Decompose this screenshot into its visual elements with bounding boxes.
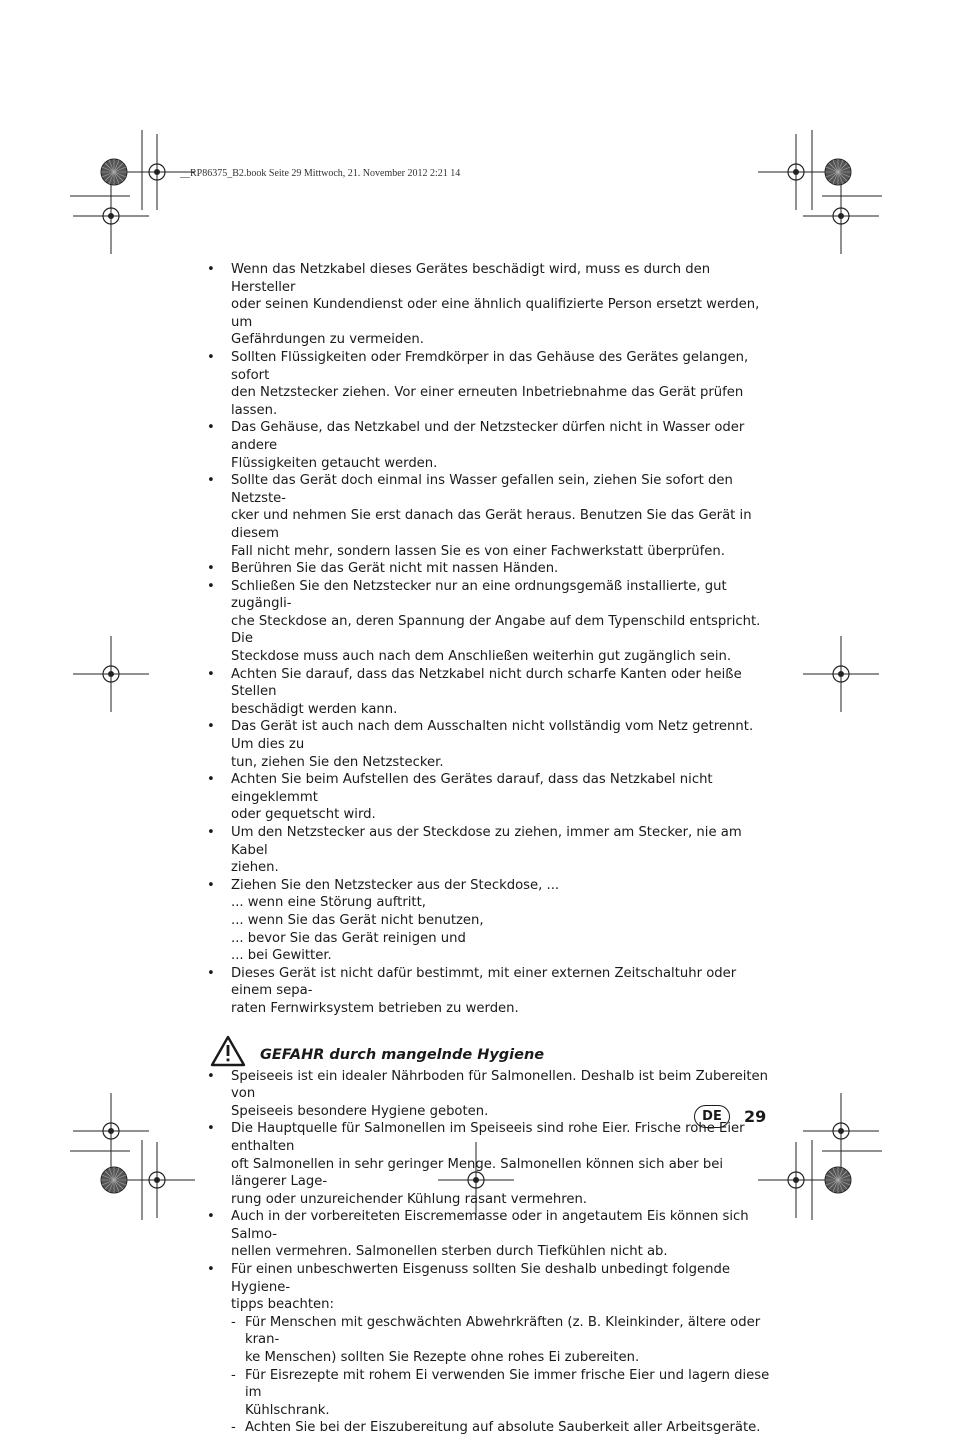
list-item-line: • Sollte das Gerät doch einmal ins Wasser gefallen sein, ziehen Sie sofort den Netzste-	[231, 473, 733, 506]
color-rosette	[101, 159, 127, 185]
list-item-line: • Schließen Sie den Netzstecker nur an eine ordnungsgemäß installierte, gut zugängli-	[231, 578, 727, 612]
list-item-line: cker und nehmen Sie erst danach das Gerät heraus. Benutzen Sie das Gerät in diesem	[231, 508, 752, 541]
list-item-line: • Achten Sie darauf, dass das Netzkabel nicht durch scharfe Kanten oder heiße Stellen	[231, 666, 742, 700]
main-content	[205, 261, 771, 1437]
list-item-line: nellen vermehren. Salmonellen sterben durch Tiefkühlen nicht ab.	[231, 1244, 668, 1260]
registration-mark	[803, 636, 879, 712]
list-item-line: ziehen.	[231, 860, 279, 876]
hygiene-section-title: GEFAHR durch mangelnde Hygiene	[260, 1046, 545, 1063]
list-item	[205, 419, 771, 472]
list-item-line: • Für einen unbeschwerten Eisgenuss sollten Sie deshalb unbedingt folgende Hygiene-	[231, 1262, 730, 1295]
list-item-line: • Um den Netzstecker aus der Steckdose zu ziehen, immer am Stecker, nie am Kabel	[231, 825, 742, 858]
list-item	[205, 1068, 771, 1121]
list-item	[205, 472, 771, 560]
list-item-line: • Das Gehäuse, das Netzkabel und der Netzstecker dürfen nicht in Wasser oder andere	[231, 420, 745, 453]
color-rosette	[825, 1167, 851, 1193]
registration-mark	[803, 178, 879, 254]
registration-mark	[803, 1093, 879, 1169]
list-item-line: • Speiseeis ist ein idealer Nährboden für Salmonellen. Deshalb ist beim Zubereiten von	[231, 1068, 769, 1102]
registration-mark	[119, 1142, 195, 1218]
tip-item	[231, 1367, 771, 1420]
list-item-line: oder seinen Kundendienst oder eine ähnlich qualifizierte Person ersetzt werden, um	[231, 297, 760, 330]
list-item-line: Speiseeis besondere Hygiene geboten.	[231, 1103, 489, 1119]
list-item-line: ... wenn eine Störung auftritt,	[231, 895, 426, 911]
list-item-line: che Steckdose an, deren Spannung der Angabe auf dem Typenschild entspricht. Die	[231, 613, 761, 647]
list-item-line: ... bei Gewitter.	[231, 948, 332, 964]
list-item-line: • Dieses Gerät ist nicht dafür bestimmt, mit einer externen Zeitschaltuhr oder einem sepa-	[231, 965, 737, 999]
list-item-line: • Berühren Sie das Gerät nicht mit nassen Händen.	[231, 561, 559, 577]
list-item	[205, 1208, 771, 1261]
list-item	[205, 877, 771, 965]
page-footer	[694, 1103, 766, 1129]
page-number: 29	[744, 1106, 767, 1126]
list-item-line: oder gequetscht wird.	[231, 807, 376, 823]
tip-item	[231, 1314, 771, 1367]
list-item-line: ... bevor Sie das Gerät reinigen und	[231, 930, 466, 946]
tip-item-line: Kühlschrank.	[245, 1402, 330, 1418]
color-rosette	[825, 159, 851, 185]
list-item-line: Flüssigkeiten getaucht werden.	[231, 455, 438, 471]
list-item-line: • Wenn das Netzkabel dieses Gerätes beschädigt wird, muss es durch den Hersteller	[231, 262, 711, 295]
list-item-line: rung oder unzureichender Kühlung rasant vermehren.	[231, 1191, 587, 1207]
warning-triangle-icon	[210, 1035, 246, 1067]
list-item	[205, 718, 771, 771]
list-item-line: den Netzstecker ziehen. Vor einer erneuten Inbetriebnahme das Gerät prüfen lassen.	[231, 385, 744, 418]
list-item-line: ... wenn Sie das Gerät nicht benutzen,	[231, 912, 484, 928]
list-item	[205, 560, 771, 578]
color-rosette	[101, 1167, 127, 1193]
tip-item-line: - Für Menschen mit geschwächten Abwehrkräften (z. B. Kleinkinder, ältere oder kran-	[245, 1314, 761, 1348]
list-item-line: Fall nicht mehr, sondern lassen Sie es von einer Fachwerkstatt überprüfen.	[231, 543, 725, 559]
hygiene-tips-list	[231, 1314, 771, 1437]
list-item	[205, 666, 771, 719]
list-item	[205, 1261, 771, 1437]
safety-instructions-list	[205, 261, 771, 1018]
tip-item-line: - Achten Sie bei der Eiszubereitung auf absolute Sauberkeit aller Arbeitsgeräte.	[245, 1420, 761, 1436]
list-item	[205, 349, 771, 419]
list-item-line: oft Salmonellen in sehr geringer Menge. Salmonellen können sich aber bei längerer Lage-	[231, 1156, 724, 1190]
print-file-info: __RP86375_B2.book Seite 29 Mittwoch, 21. November 2012 2:21 14	[180, 168, 461, 179]
list-item-line: raten Fernwirksystem betrieben zu werden.	[231, 1000, 519, 1016]
list-item-line: • Ziehen Sie den Netzstecker aus der Steckdose, ...	[231, 877, 560, 893]
list-item-line: tun, ziehen Sie den Netzstecker.	[231, 754, 444, 770]
hygiene-section-heading	[205, 1034, 771, 1068]
list-item-line: • Das Gerät ist auch nach dem Ausschalten nicht vollständig vom Netz getrennt. Um dies zu	[231, 719, 754, 753]
list-item-line: • Auch in der vorbereiteten Eiscrememasse oder in angetautem Eis können sich Salmo-	[231, 1209, 749, 1242]
language-badge: DE	[694, 1105, 730, 1128]
list-item	[205, 771, 771, 824]
registration-mark	[73, 1093, 149, 1169]
tip-item-line: - Für Eisrezepte mit rohem Ei verwenden Sie immer frische Eier und lagern diese im	[245, 1367, 770, 1401]
list-item	[205, 578, 771, 666]
registration-mark	[73, 178, 149, 254]
list-item-line: • Sollten Flüssigkeiten oder Fremdkörper in das Gehäuse des Gerätes gelangen, sofort	[231, 349, 749, 383]
list-item	[205, 965, 771, 1018]
list-item-line: • Achten Sie beim Aufstellen des Gerätes darauf, dass das Netzkabel nicht eingeklemmt	[231, 772, 713, 805]
list-item-line: tipps beachten:	[231, 1297, 334, 1313]
hygiene-list	[205, 1068, 771, 1437]
registration-mark	[758, 134, 834, 210]
list-item-line: beschädigt werden kann.	[231, 701, 398, 717]
list-item	[205, 261, 771, 349]
list-item-line: • Die Hauptquelle für Salmonellen im Speiseeis sind rohe Eier. Frische rohe Eier enthalten	[231, 1121, 745, 1154]
list-item-line: Steckdose muss auch nach dem Anschließen weiterhin gut zugänglich sein.	[231, 649, 732, 665]
tip-item	[231, 1419, 771, 1437]
tip-item-line: ke Menschen) sollten Sie Rezepte ohne rohes Ei zubereiten.	[245, 1350, 640, 1366]
list-item	[205, 824, 771, 877]
list-item	[205, 1120, 771, 1208]
registration-mark	[73, 636, 149, 712]
list-item-line: Gefährdungen zu vermeiden.	[231, 332, 424, 348]
